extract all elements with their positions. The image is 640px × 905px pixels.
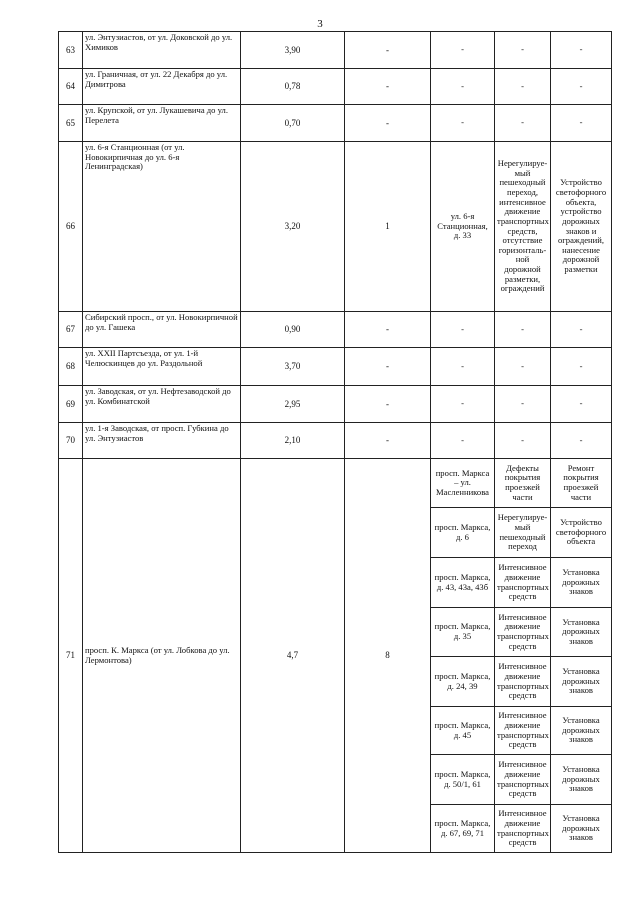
row-number: 67 [59,312,83,348]
site-address: - [431,105,495,142]
street-name: просп. К. Маркса (от ул. Лобкова до ул. Лермонтова) [83,459,241,853]
row-number: 64 [59,69,83,105]
site-measure: Установка дорожных знаков [551,805,612,853]
road-length: 4,7 [241,459,345,853]
row-number: 70 [59,423,83,459]
site-measure: Устройство светофорного объекта [551,508,612,558]
site-count: - [345,348,431,386]
street-name: ул. Энтузиастов, от ул. Доковской до ул. Химиков [83,32,241,69]
site-measure: - [551,348,612,386]
site-measure: - [551,105,612,142]
site-reason: Интенсивное движение транспортных средств [495,608,551,657]
site-address: просп. Маркса, д. 35 [431,608,495,657]
site-reason: - [495,105,551,142]
site-count: 8 [345,459,431,853]
site-measure: - [551,312,612,348]
table-row [59,386,612,423]
site-measure: - [551,386,612,423]
row-number: 71 [59,459,83,853]
site-count: - [345,105,431,142]
site-measure: - [551,32,612,69]
site-reason: Интенсивное движение транспортных средств [495,755,551,805]
road-length: 0,70 [241,105,345,142]
row-number: 68 [59,348,83,386]
road-length: 2,10 [241,423,345,459]
site-count: - [345,312,431,348]
table-row [59,105,612,142]
site-address: просп. Маркса – ул. Масленникова [431,459,495,508]
site-reason: Интенсивное движение транспортных средств [495,657,551,707]
site-address: просп. Маркса, д. 6 [431,508,495,558]
roads-table [58,31,612,853]
site-address: - [431,312,495,348]
road-length: 2,95 [241,386,345,423]
site-address: ул. 6-я Станционная, д. 33 [431,142,495,312]
site-measure: Установка дорожных знаков [551,558,612,608]
site-address: просп. Маркса, д. 50/1, 61 [431,755,495,805]
table-row [59,69,612,105]
site-reason: Интенсивное движение транспортных средств [495,558,551,608]
site-measure: Установка дорожных знаков [551,608,612,657]
row-number: 65 [59,105,83,142]
site-reason: - [495,69,551,105]
road-length: 3,90 [241,32,345,69]
site-address: - [431,386,495,423]
street-name: ул. Заводская, от ул. Нефтезаводской до ул. Комбинатской [83,386,241,423]
street-name: Сибирский просп., от ул. Новокирпичной до ул. Гашека [83,312,241,348]
site-reason: Нерегулируе-мый пешеходный переход [495,508,551,558]
row-number: 66 [59,142,83,312]
street-name: ул. Крупской, от ул. Лукашевича до ул. Перелета [83,105,241,142]
site-measure: Ремонт покрытия проезжей части [551,459,612,508]
row-number: 63 [59,32,83,69]
site-count: - [345,423,431,459]
row-number: 69 [59,386,83,423]
site-address: - [431,423,495,459]
site-count: - [345,69,431,105]
site-reason: Дефекты покрытия проезжей части [495,459,551,508]
road-length: 0,90 [241,312,345,348]
site-reason: Интенсивное движение транспортных средств [495,805,551,853]
table-row [59,348,612,386]
site-address: просп. Маркса, д. 45 [431,707,495,755]
table-row [59,423,612,459]
site-address: - [431,32,495,69]
site-reason: - [495,386,551,423]
street-name: ул. 6-я Станционная (от ул. Новокирпичная до ул. 6-я Ленинградская) [83,142,241,312]
site-count: - [345,386,431,423]
street-name: ул. 1-я Заводская, от просп. Губкина до ул. Энтузиастов [83,423,241,459]
site-count: - [345,32,431,69]
site-address: просп. Маркса, д. 67, 69, 71 [431,805,495,853]
site-address: - [431,348,495,386]
road-length: 0,78 [241,69,345,105]
table-row [59,32,612,69]
site-address: просп. Маркса, д. 24, 39 [431,657,495,707]
site-address: - [431,69,495,105]
site-reason: Интенсивное движение транспортных средств [495,707,551,755]
site-measure: - [551,423,612,459]
site-reason: - [495,312,551,348]
road-length: 3,70 [241,348,345,386]
site-reason: - [495,32,551,69]
site-reason: - [495,423,551,459]
site-measure: - [551,69,612,105]
table-row [59,312,612,348]
site-measure: Установка дорожных знаков [551,657,612,707]
road-length: 3,20 [241,142,345,312]
site-address: просп. Маркса, д. 43, 43а, 43б [431,558,495,608]
site-reason: - [495,348,551,386]
street-name: ул. Граничная, от ул. 22 Декабря до ул. Димитрова [83,69,241,105]
site-measure: Установка дорожных знаков [551,707,612,755]
table-row [59,459,612,508]
street-name: ул. XXII Партсъезда, от ул. 1-й Челюскинцев до ул. Раздольной [83,348,241,386]
page-number: 3 [317,18,323,30]
site-measure: Установка дорожных знаков [551,755,612,805]
site-count: 1 [345,142,431,312]
table-row [59,142,612,312]
site-measure: Устройство светофорного объекта, устройство дорожных знаков и ограждений, нанесение дорожной разметки [551,142,612,312]
site-reason: Нерегулируе-мый пешеходный переход, интенсивное движение транспортных средств, отсутствие горизонталь-ной дорожной разметки, ограждений [495,142,551,312]
